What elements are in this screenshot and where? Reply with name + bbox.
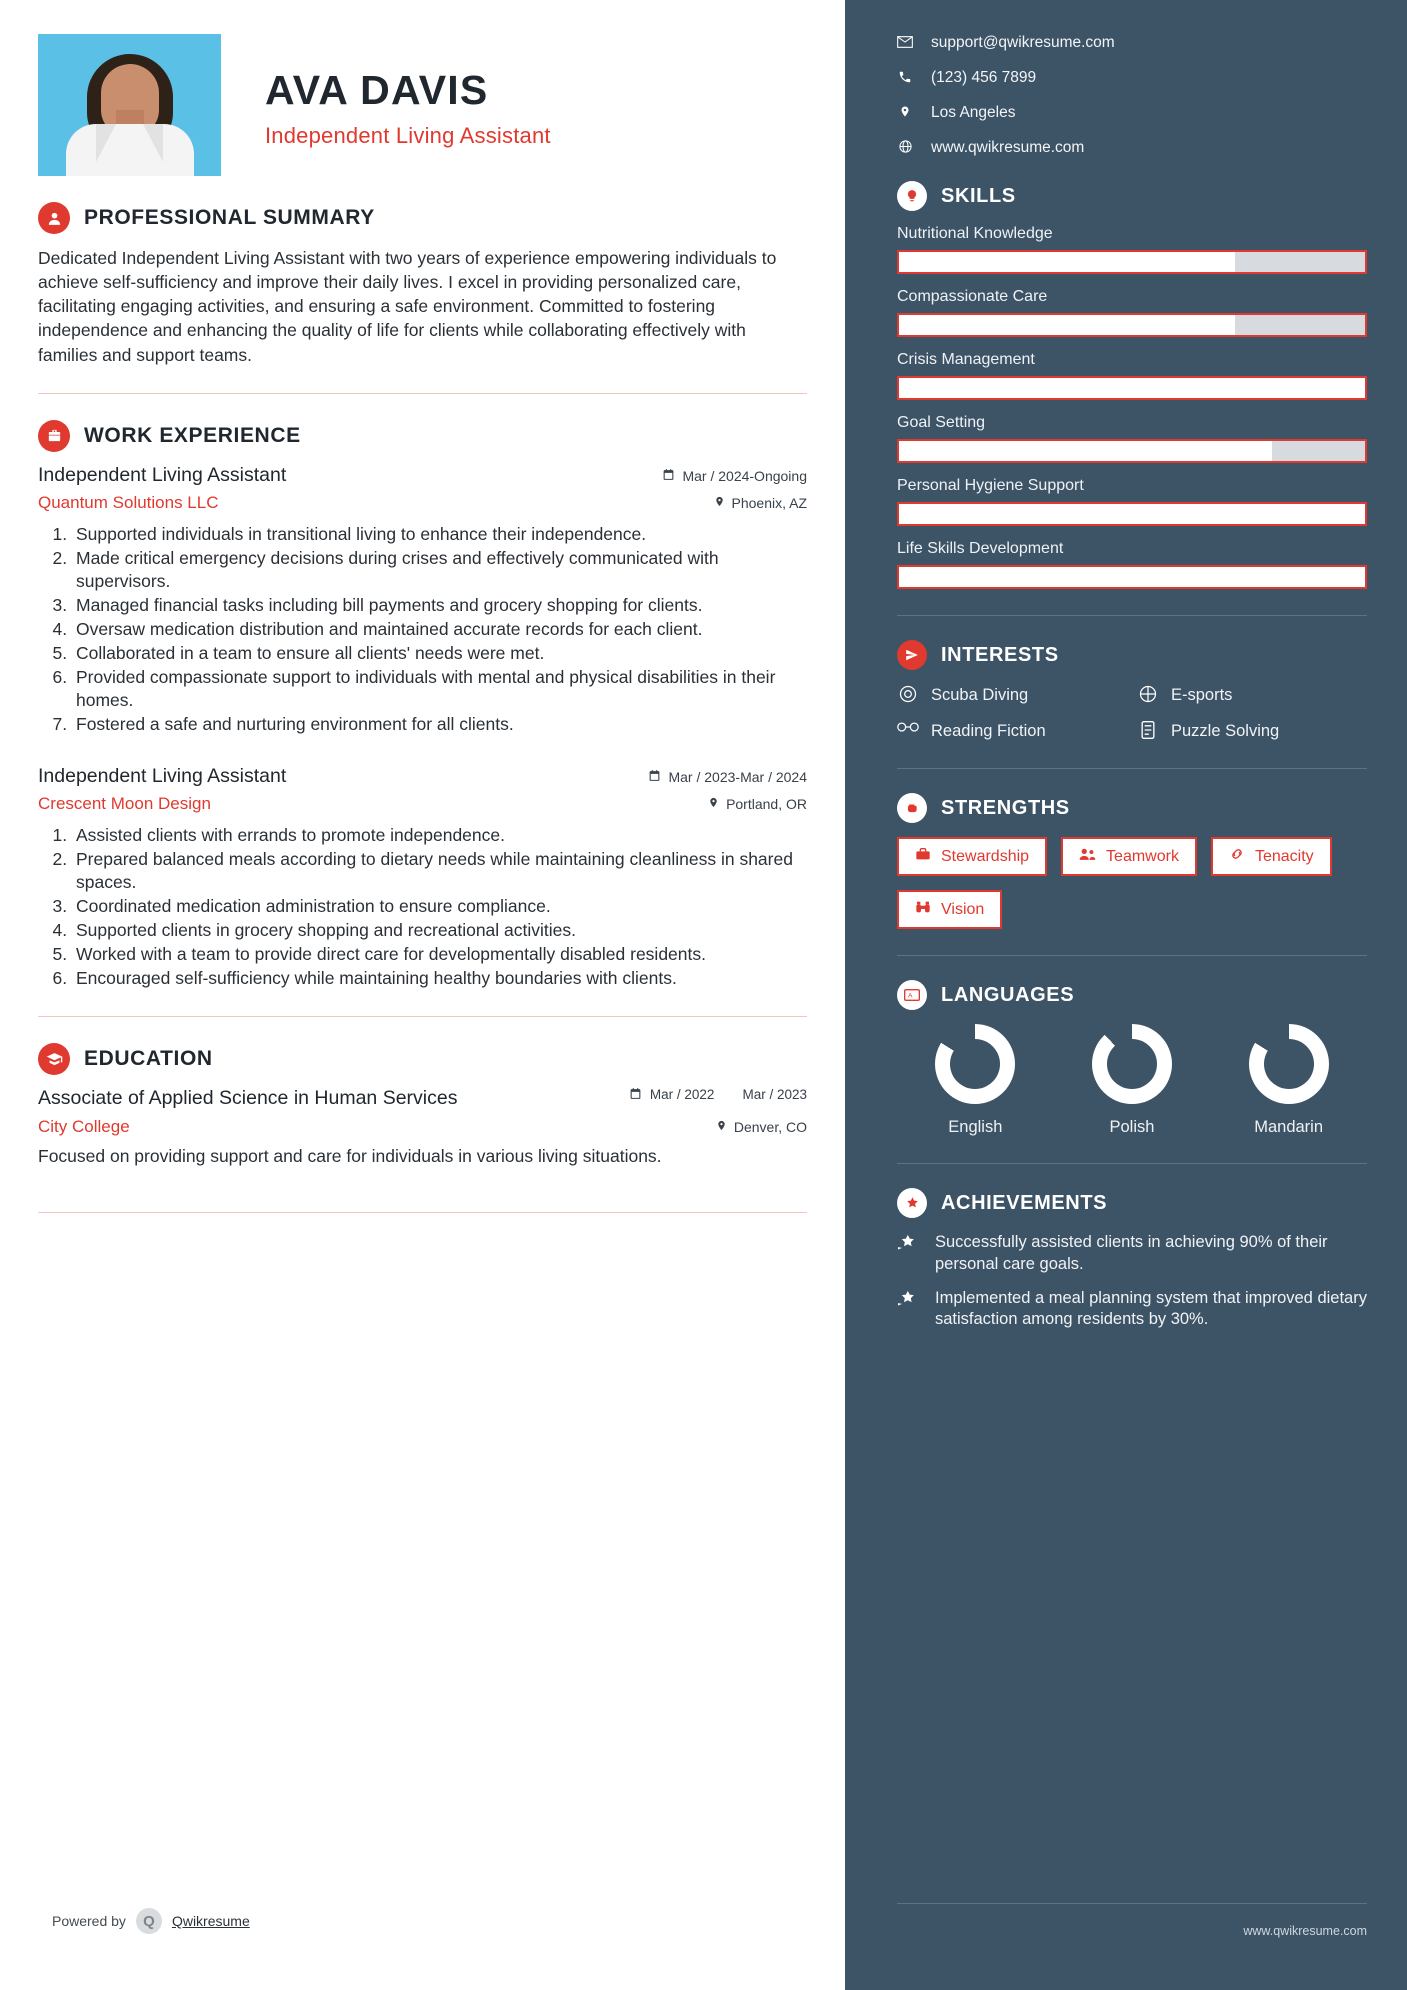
- list-item: 4. Supported clients in grocery shopping and recreational activities.: [72, 919, 807, 942]
- language-progress-donut: [935, 1024, 1015, 1104]
- toolbox-icon: [915, 847, 931, 866]
- location-pin-icon: [897, 104, 913, 122]
- job-location: Portland, OR: [708, 796, 807, 812]
- glasses-icon: [897, 720, 919, 742]
- qwikresume-logo-icon: Q: [136, 1908, 162, 1934]
- gamepad-icon: [1137, 684, 1159, 706]
- job-location: Phoenix, AZ: [714, 495, 808, 511]
- job-date: Mar / 2023-Mar / 2024: [648, 769, 807, 785]
- language-progress-donut: [1092, 1024, 1172, 1104]
- puzzle-icon: [1137, 720, 1159, 742]
- name-block: [221, 34, 551, 149]
- section-title: PROFESSIONAL SUMMARY: [84, 206, 375, 229]
- interest-item: Scuba Diving: [897, 684, 1127, 706]
- skill-bar: [897, 502, 1367, 526]
- summary-text: Dedicated Independent Living Assistant with two years of experience empowering individuals to achieve self-sufficiency and improve their daily lives. I excel in providing personalized care, facilitating engaging activities, and ensuring a safe environment. Committed to fostering independence and enhancing the quality of life for clients while collaborating effectively with families and support teams.: [38, 248, 777, 365]
- achievements-section: [897, 1188, 1367, 1331]
- divider: [38, 1212, 807, 1213]
- list-item: 1. Assisted clients with errands to promote independence.: [72, 824, 807, 847]
- section-header: [897, 793, 1367, 823]
- section-title: STRENGTHS: [941, 796, 1070, 819]
- candidate-job-title: Independent Living Assistant: [265, 123, 551, 148]
- divider: [38, 393, 807, 394]
- phone-icon: [897, 70, 913, 87]
- skill-item: Compassionate Care: [897, 288, 1367, 337]
- sidebar-footer-url: www.qwikresume.com: [1243, 1924, 1367, 1938]
- star-badge-icon: [897, 1288, 921, 1332]
- svg-text:A: A: [908, 992, 913, 1000]
- job-role: Independent Living Assistant: [38, 463, 287, 486]
- section-header: [897, 640, 1367, 670]
- calendar-icon: [662, 468, 675, 484]
- education-degree: Associate of Applied Science in Human Services: [38, 1087, 458, 1110]
- candidate-name: AVA DAVIS: [265, 67, 489, 113]
- skill-bar: [897, 376, 1367, 400]
- work-experience-section: [38, 420, 807, 991]
- education-dates: [629, 1087, 807, 1103]
- resume-header: [38, 34, 807, 176]
- interest-item: Reading Fiction: [897, 720, 1127, 742]
- medal-star-icon: [897, 1188, 927, 1218]
- interests-section: [897, 640, 1367, 742]
- strength-chip: Vision: [897, 890, 1002, 929]
- section-header: [897, 181, 1367, 211]
- job-company: Quantum Solutions LLC: [38, 492, 219, 512]
- powered-by-label: Powered by: [52, 1913, 126, 1929]
- work-item: [38, 464, 807, 737]
- location-pin-icon: [708, 796, 719, 812]
- education-start-date: Mar / 2022: [649, 1087, 715, 1103]
- achievement-item: Successfully assisted clients in achieving 90% of their personal care goals.: [897, 1232, 1367, 1276]
- contact-phone[interactable]: (123) 456 7899: [897, 69, 1367, 87]
- skill-bar: [897, 250, 1367, 274]
- section-title: ACHIEVEMENTS: [941, 1191, 1108, 1214]
- interest-item: Puzzle Solving: [1137, 720, 1367, 742]
- location-pin-icon: [716, 1119, 727, 1135]
- section-header: [38, 1043, 807, 1075]
- star-badge-icon: [897, 1232, 921, 1276]
- job-bullets: [38, 824, 807, 991]
- interest-item: E-sports: [1137, 684, 1367, 706]
- section-title: INTERESTS: [941, 643, 1059, 666]
- divider: [897, 1903, 1367, 1904]
- work-item: [38, 765, 807, 991]
- translate-icon: [897, 980, 927, 1010]
- strength-chip: Tenacity: [1211, 837, 1332, 876]
- job-date: Mar / 2024-Ongoing: [662, 468, 807, 484]
- people-icon: [1079, 847, 1096, 866]
- list-item: 5. Worked with a team to provide direct care for developmentally disabled residents.: [72, 943, 807, 966]
- qwikresume-link[interactable]: Qwikresume: [171, 1913, 250, 1929]
- achievement-item: Implemented a meal planning system that improved dietary satisfaction among residents by 30%.: [897, 1288, 1367, 1332]
- section-title: LANGUAGES: [941, 983, 1075, 1006]
- section-title: SKILLS: [941, 184, 1016, 207]
- divider: [897, 768, 1367, 769]
- binoculars-icon: [915, 900, 931, 919]
- section-title: WORK EXPERIENCE: [84, 423, 301, 447]
- job-company: Crescent Moon Design: [38, 793, 211, 813]
- skill-item: Goal Setting: [897, 414, 1367, 463]
- section-header: [38, 420, 807, 452]
- link-icon: [1229, 847, 1245, 866]
- briefcase-icon: [38, 420, 70, 452]
- job-role: Independent Living Assistant: [38, 764, 287, 787]
- skill-bar: [897, 313, 1367, 337]
- section-header: [897, 1188, 1367, 1218]
- skill-bar: [897, 439, 1367, 463]
- professional-summary-section: [38, 202, 807, 367]
- job-bullets: [38, 523, 807, 737]
- calendar-icon: [629, 1087, 642, 1103]
- education-end-date: Mar / 2023: [742, 1087, 807, 1103]
- fist-icon: [897, 793, 927, 823]
- list-item: 3. Coordinated medication administration to ensure compliance.: [72, 895, 807, 918]
- language-item: English: [935, 1024, 1015, 1137]
- contact-location: Los Angeles: [897, 104, 1367, 122]
- languages-section: [897, 980, 1367, 1137]
- strength-chip: Teamwork: [1061, 837, 1197, 876]
- language-item: Mandarin: [1249, 1024, 1329, 1137]
- globe-icon: [897, 139, 913, 157]
- skill-item: Nutritional Knowledge: [897, 225, 1367, 274]
- strength-chip: Stewardship: [897, 837, 1047, 876]
- section-header: [38, 202, 807, 234]
- list-item: 1. Supported individuals in transitional living to enhance their independence.: [72, 523, 807, 546]
- list-item: 7. Fostered a safe and nurturing environment for all clients.: [72, 713, 807, 736]
- profile-photo: [38, 34, 221, 176]
- section-title: EDUCATION: [84, 1047, 213, 1071]
- list-item: 6. Provided compassionate support to individuals with mental and physical disabilities in their homes.: [72, 666, 807, 712]
- lightbulb-icon: [897, 181, 927, 211]
- divider: [897, 1163, 1367, 1164]
- contact-website[interactable]: www.qwikresume.com: [897, 139, 1367, 157]
- user-circle-icon: [38, 202, 70, 234]
- divider: [897, 955, 1367, 956]
- skill-item: Life Skills Development: [897, 540, 1367, 589]
- contact-email[interactable]: support@qwikresume.com: [897, 34, 1367, 52]
- education-description: Focused on providing support and care for individuals in various living situations.: [38, 1145, 662, 1166]
- contact-list: [897, 34, 1367, 157]
- resume-sidebar: [845, 0, 1407, 1990]
- divider: [897, 615, 1367, 616]
- list-item: 5. Collaborated in a team to ensure all clients' needs were met.: [72, 642, 807, 665]
- education-section: [38, 1043, 807, 1168]
- section-header: [897, 980, 1367, 1010]
- graduation-cap-icon: [38, 1043, 70, 1075]
- footer-branding: [52, 1908, 250, 1934]
- envelope-icon: [897, 35, 913, 51]
- language-progress-donut: [1249, 1024, 1329, 1104]
- skill-bar: [897, 565, 1367, 589]
- divider: [38, 1016, 807, 1017]
- strengths-section: [897, 793, 1367, 929]
- skills-section: [897, 181, 1367, 589]
- list-item: 2. Prepared balanced meals according to dietary needs while maintaining cleanliness in shared spaces.: [72, 848, 807, 894]
- education-school: City College: [38, 1116, 130, 1136]
- skill-item: Personal Hygiene Support: [897, 477, 1367, 526]
- language-item: Polish: [1092, 1024, 1172, 1137]
- list-item: 6. Encouraged self-sufficiency while maintaining healthy boundaries with clients.: [72, 967, 807, 990]
- calendar-icon: [648, 769, 661, 785]
- location-pin-icon: [714, 495, 725, 511]
- paper-plane-icon: [897, 640, 927, 670]
- education-location: Denver, CO: [716, 1119, 807, 1135]
- list-item: 2. Made critical emergency decisions during crises and effectively communicated with supervisors.: [72, 547, 807, 593]
- list-item: 4. Oversaw medication distribution and maintained accurate records for each client.: [72, 618, 807, 641]
- skill-item: Crisis Management: [897, 351, 1367, 400]
- scuba-mask-icon: [897, 684, 919, 706]
- list-item: 3. Managed financial tasks including bill payments and grocery shopping for clients.: [72, 594, 807, 617]
